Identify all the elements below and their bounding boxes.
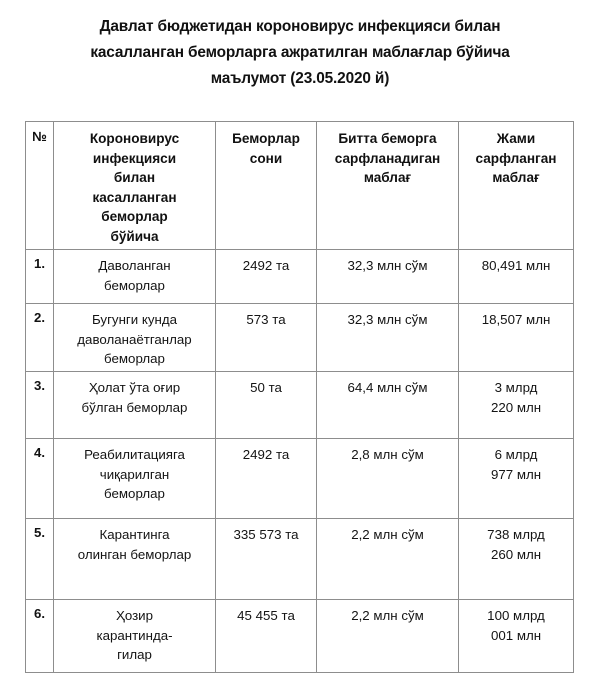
row-number-cell (26, 519, 54, 600)
column-header-number (26, 122, 54, 250)
row-description-line: Бугунги кунда (91, 312, 177, 327)
row-total-amount-cell (459, 304, 574, 372)
row-number-cell (26, 250, 54, 304)
row-per-patient-amount: 2,8 млн сўм (351, 447, 424, 462)
table-row (26, 250, 574, 304)
row-description-line: даволанаётганлар (77, 331, 192, 347)
header-per-line-1: Битта беморга (338, 131, 437, 146)
row-total-amount (459, 600, 573, 645)
row-description (54, 304, 215, 369)
header-per-line-2: сарфланадиган (334, 150, 441, 166)
row-description-line: беморлар (104, 351, 165, 366)
header-desc-line-1: Короновирус (89, 131, 180, 146)
row-per-patient-amount: 2,2 млн сўм (351, 608, 424, 623)
column-header-patient-count-label (216, 122, 316, 168)
row-per-patient-amount-cell (317, 519, 459, 600)
header-desc-line-3: билан (113, 170, 156, 185)
column-header-number-label: № (32, 129, 47, 144)
row-patient-count-cell (216, 600, 317, 673)
row-description (54, 439, 215, 504)
row-description-line: гилар (117, 647, 152, 662)
row-per-patient-amount: 64,4 млн сўм (347, 380, 428, 395)
row-number: 2. (34, 310, 45, 325)
row-total-amount (459, 304, 573, 330)
row-total-amount-line: 100 млрд (487, 608, 545, 623)
row-total-amount-line: 738 млрд (487, 527, 545, 542)
column-header-per-patient-amount-label (317, 122, 458, 188)
row-number: 6. (34, 606, 45, 621)
row-total-amount-line: 18,507 млн (481, 312, 551, 327)
row-description-line: Карантинга (99, 527, 170, 542)
header-desc-line-6: бўйича (110, 228, 159, 244)
row-total-amount-cell (459, 600, 574, 673)
table-body (26, 250, 574, 673)
column-header-total-amount (459, 122, 574, 250)
page-title-line-1: Давлат бюджетидан короновирус инфекцияси билан (99, 18, 501, 35)
row-patient-count-cell (216, 304, 317, 372)
row-per-patient-amount-cell (317, 600, 459, 673)
row-description-cell (54, 519, 216, 600)
header-desc-line-4: касалланган (92, 189, 177, 205)
row-description-line: бўлган беморлар (81, 399, 188, 415)
row-per-patient-amount-cell (317, 304, 459, 372)
row-patient-count: 573 та (246, 312, 286, 327)
column-header-total-amount-label (459, 122, 573, 188)
header-total-line-2: сарфланган (475, 150, 557, 166)
header-count-line-1: Беморлар (232, 131, 300, 146)
row-description-line: беморлар (104, 277, 165, 293)
row-number: 3. (34, 378, 45, 393)
row-description-line: Даволанган (98, 258, 171, 273)
table-row (26, 600, 574, 673)
row-patient-count: 335 573 та (233, 527, 299, 542)
row-number-cell (26, 372, 54, 439)
row-description (54, 372, 215, 417)
table-row (26, 519, 574, 600)
page-title-line-2: касалланган беморларга ажратилган маблағлар бўйича (90, 44, 510, 61)
table-row (26, 372, 574, 439)
row-number: 5. (34, 525, 45, 540)
page-title (28, 14, 572, 92)
row-number-cell (26, 439, 54, 519)
budget-allocation-table (25, 121, 574, 673)
page-title-line-3: маълумот (23.05.2020 й) (210, 70, 390, 87)
row-number: 4. (34, 445, 45, 460)
row-number: 1. (34, 256, 45, 271)
table-row (26, 439, 574, 519)
row-description-line: олинган беморлар (77, 546, 192, 562)
header-per-line-3: маблағ (363, 170, 412, 185)
row-total-amount (459, 519, 573, 564)
row-patient-count: 2492 та (242, 447, 290, 462)
row-description-line: Ҳозир (115, 608, 154, 623)
row-description-cell (54, 372, 216, 439)
row-description (54, 519, 215, 564)
table-header-row (26, 122, 574, 250)
row-description-line: беморлар (104, 486, 165, 501)
row-total-amount-cell (459, 372, 574, 439)
row-description-cell (54, 250, 216, 304)
header-total-line-3: маблағ (492, 170, 540, 185)
row-total-amount (459, 439, 573, 484)
table-row (26, 304, 574, 372)
row-number-cell (26, 304, 54, 372)
row-total-amount (459, 372, 573, 417)
row-patient-count-cell (216, 519, 317, 600)
header-desc-line-5: беморлар (101, 209, 168, 224)
row-description-cell (54, 600, 216, 673)
row-description-cell (54, 304, 216, 372)
row-description (54, 250, 215, 295)
row-description-cell (54, 439, 216, 519)
row-per-patient-amount: 32,3 млн сўм (347, 258, 428, 273)
row-patient-count-cell (216, 439, 317, 519)
row-total-amount-line: 6 млрд (494, 447, 538, 462)
column-header-patient-count (216, 122, 317, 250)
row-description-line: чиқарилган (99, 466, 170, 482)
row-patient-count: 2492 та (242, 258, 290, 273)
row-per-patient-amount-cell (317, 372, 459, 439)
row-patient-count-cell (216, 250, 317, 304)
header-desc-line-2: инфекцияси (92, 150, 177, 166)
row-total-amount-line: 260 млн (490, 546, 542, 562)
row-total-amount-cell (459, 250, 574, 304)
row-total-amount-line: 220 млн (490, 399, 542, 415)
row-total-amount-cell (459, 519, 574, 600)
row-description-line: Ҳолат ўта оғир (88, 380, 181, 395)
row-total-amount-line: 977 млн (490, 466, 542, 482)
row-total-amount-line: 001 млн (490, 627, 542, 643)
row-description-line: карантинда- (96, 627, 173, 643)
row-number-cell (26, 600, 54, 673)
row-patient-count-cell (216, 372, 317, 439)
header-count-line-2: сони (249, 150, 283, 166)
header-total-line-1: Жами (496, 131, 536, 146)
row-total-amount-cell (459, 439, 574, 519)
row-per-patient-amount-cell (317, 250, 459, 304)
row-total-amount-line: 80,491 млн (481, 258, 551, 273)
row-patient-count: 50 та (250, 380, 282, 395)
row-patient-count: 45 455 та (237, 608, 295, 623)
row-total-amount-line: 3 млрд (494, 380, 538, 395)
row-per-patient-amount: 32,3 млн сўм (347, 312, 428, 327)
row-description (54, 600, 215, 665)
row-total-amount (459, 250, 573, 276)
table-header (26, 122, 574, 250)
column-header-description-label (54, 122, 215, 246)
column-header-description (54, 122, 216, 250)
column-header-per-patient-amount (317, 122, 459, 250)
row-per-patient-amount-cell (317, 439, 459, 519)
row-description-line: Реабилитацияга (84, 447, 185, 462)
row-per-patient-amount: 2,2 млн сўм (351, 527, 424, 542)
